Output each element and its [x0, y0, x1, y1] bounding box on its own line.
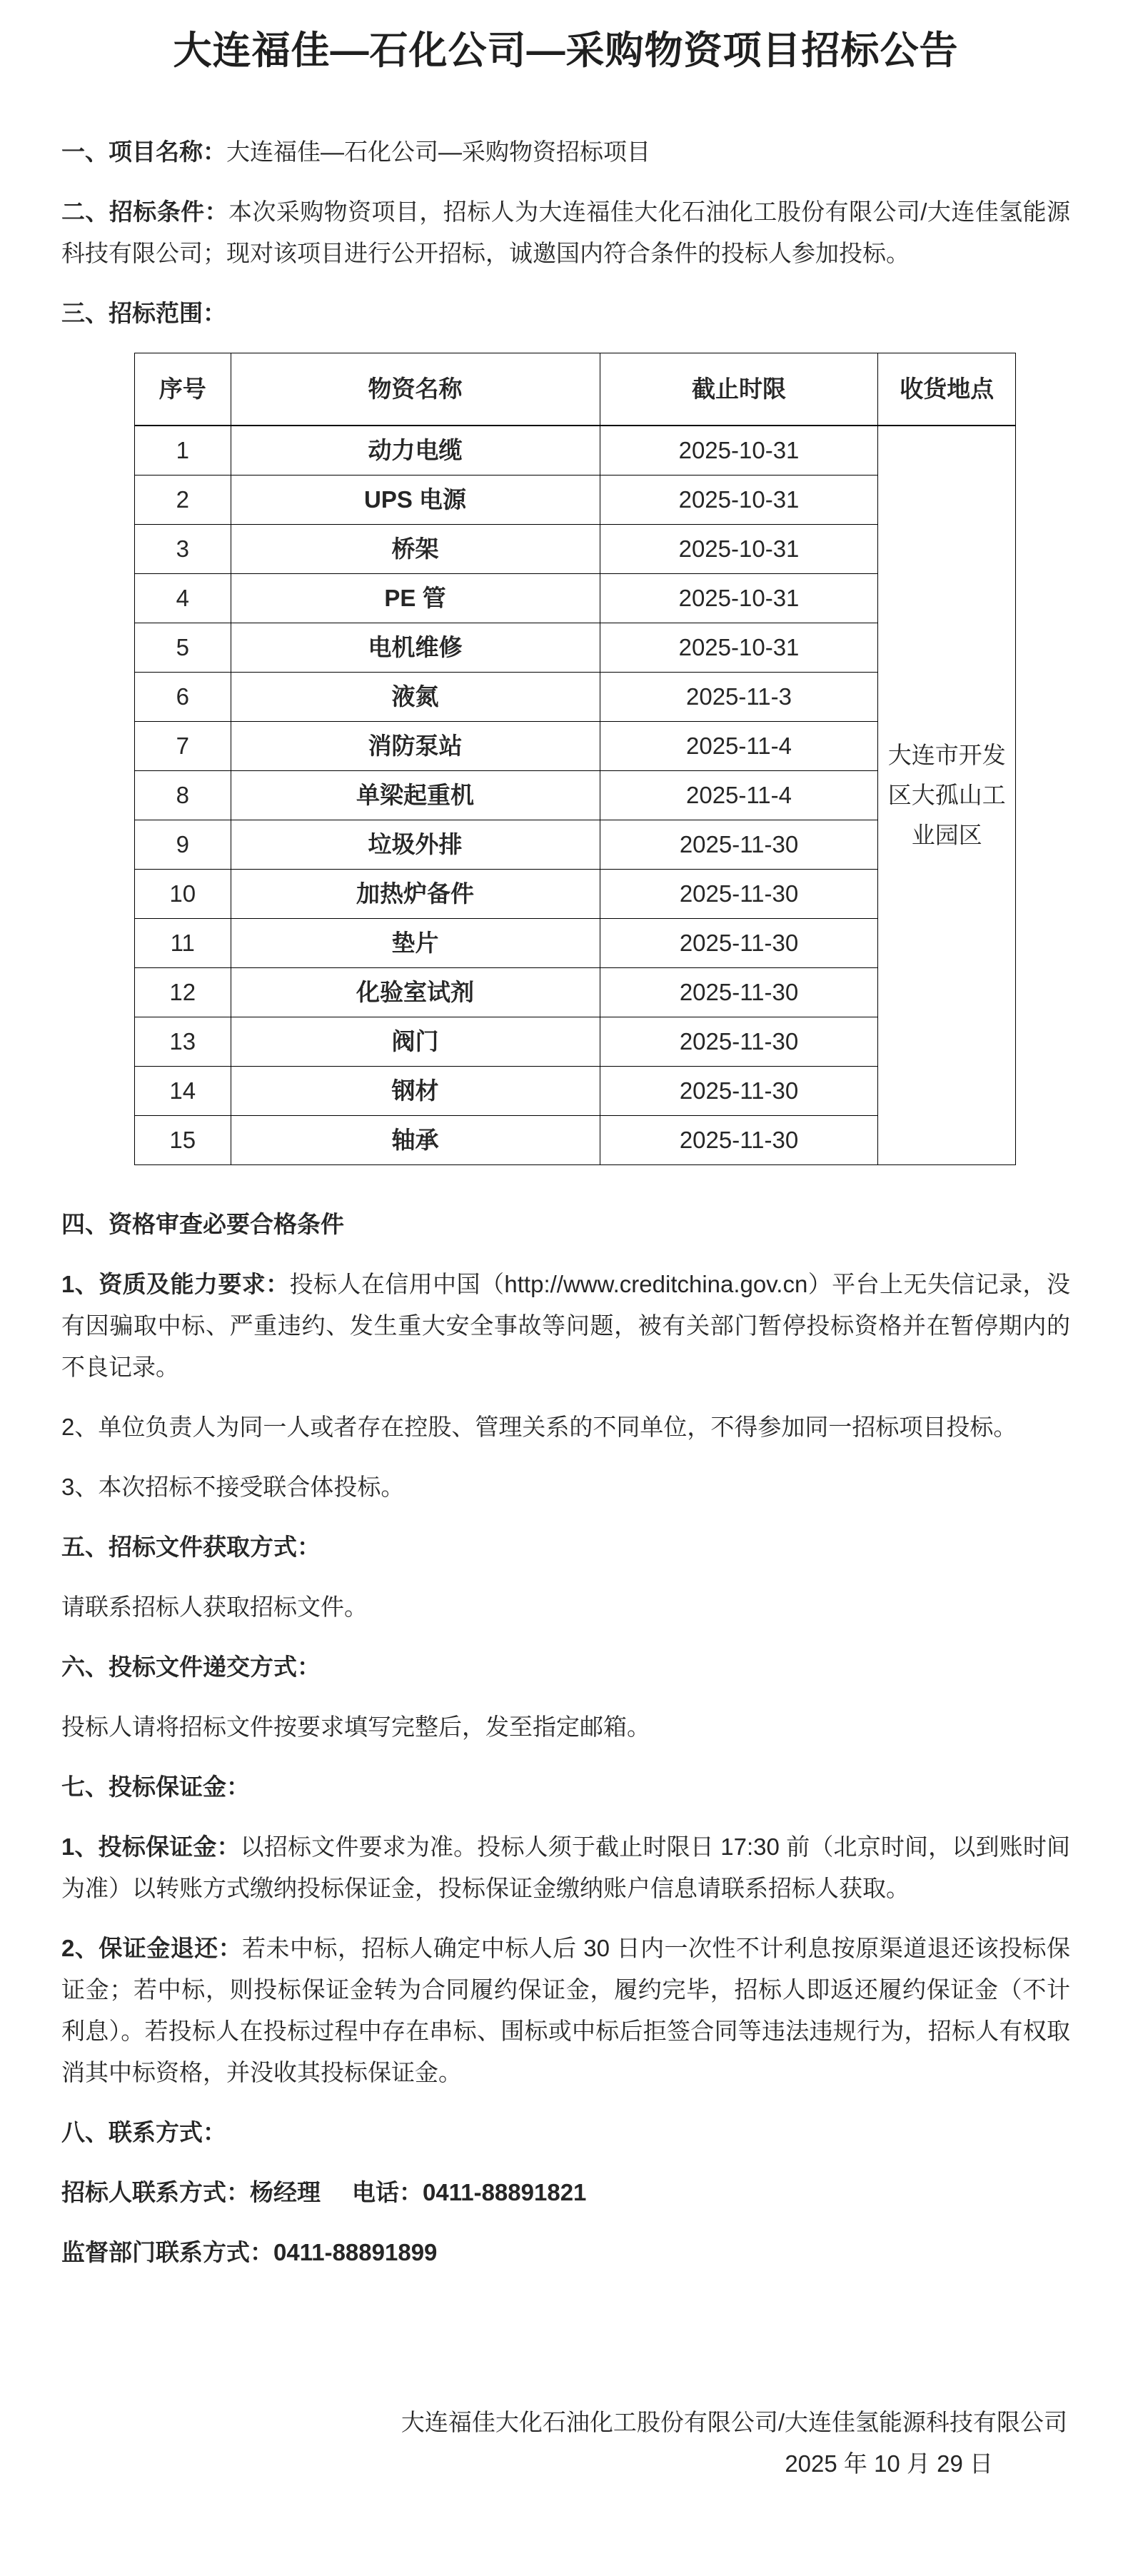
deadline-cell: 2025-10-31	[600, 623, 878, 673]
section-7-item-1-text: 以招标文件要求为准。投标人须于截止时限日 17:30 前（北京时间，以到账时间为准）以转账方式缴纳投标保证金，投标保证金缴纳账户信息请联系招标人获取。	[61, 1833, 1070, 1902]
deadline-cell: 2025-11-30	[600, 1116, 878, 1165]
section-4-item-3: 3、本次招标不接受联合体投标。	[61, 1474, 405, 1501]
section-4-item-1	[61, 1264, 1070, 1388]
deadline-cell: 2025-11-3	[600, 673, 878, 722]
table-header-row	[135, 353, 1016, 426]
row-index-cell: 14	[135, 1067, 231, 1116]
section-4-item-1-label: 1、资质及能力要求：	[61, 1271, 290, 1298]
section-2-tender-conditions	[61, 191, 1070, 274]
row-index-cell: 12	[135, 968, 231, 1017]
row-index-cell: 15	[135, 1116, 231, 1165]
material-name-cell: 液氮	[231, 673, 600, 722]
tender-scope-table	[134, 353, 1016, 1165]
deadline-cell: 2025-10-31	[600, 525, 878, 574]
section-7-heading: 七、投标保证金：	[61, 1773, 250, 1801]
section-1-text: 大连福佳—石化公司—采购物资招标项目	[226, 139, 650, 166]
material-name-cell: 垫片	[231, 919, 600, 968]
material-name-cell: 轴承	[231, 1116, 600, 1165]
material-name-cell: 桥架	[231, 525, 600, 574]
row-index-cell: 3	[135, 525, 231, 574]
section-7-item-2-label: 2、保证金退还：	[61, 1935, 243, 1962]
material-name-cell: 加热炉备件	[231, 870, 600, 919]
header-row-index: 序号	[135, 353, 231, 426]
section-5-text: 请联系招标人获取招标文件。	[61, 1594, 368, 1621]
material-name-cell: 消防泵站	[231, 722, 600, 771]
section-2-text: 本次采购物资项目，招标人为大连福佳大化石油化工股份有限公司/大连佳氢能源科技有限公司；现对该项目进行公开招标，诚邀国内符合条件的投标人参加投标。	[61, 198, 1071, 267]
deadline-cell: 2025-11-30	[600, 1017, 878, 1067]
deadline-cell: 2025-11-30	[600, 968, 878, 1017]
footer-company: 大连福佳大化石油化工股份有限公司/大连佳氢能源科技有限公司	[401, 2409, 1067, 2436]
material-name-cell: 阀门	[231, 1017, 600, 1067]
material-name-cell: UPS 电源	[231, 476, 600, 525]
header-delivery-location: 收货地点	[878, 353, 1016, 426]
deadline-cell: 2025-11-4	[600, 771, 878, 820]
section-7-item-1	[61, 1826, 1070, 1909]
section-4-item-1-text: 投标人在信用中国（http://www.creditchina.gov.cn）平台上无失信记录，没有因骗取中标、严重违约、发生重大安全事故等问题，被有关部门暂停投标资格并在暂停期内的不良记录。	[61, 1271, 1070, 1381]
material-name-cell: 垃圾外排	[231, 820, 600, 870]
tender-table-body	[135, 426, 1016, 1165]
material-name-cell: 动力电缆	[231, 426, 600, 476]
bidder-contact-line	[61, 2172, 1070, 2213]
section-1-project-name	[61, 131, 1070, 173]
section-7-item-2-text: 若未中标，招标人确定中标人后 30 日内一次性不计利息按原渠道退还该投标保证金；若中标，则投标保证金转为合同履约保证金，履约完毕，招标人即返还履约保证金（不计利息）。若投标人在投标过程中存在串标、围标或中标后拒签合同等违法违规行为，招标人有权取消其中标资格，并没收其投标保证金。	[61, 1935, 1070, 2086]
row-index-cell: 9	[135, 820, 231, 870]
row-index-cell: 8	[135, 771, 231, 820]
section-7-item-2	[61, 1928, 1070, 2093]
deadline-cell: 2025-10-31	[600, 574, 878, 623]
page-title: 大连福佳—石化公司—采购物资项目招标公告	[173, 29, 959, 72]
header-material-name: 物资名称	[231, 353, 600, 426]
section-5-heading: 五、招标文件获取方式：	[61, 1534, 321, 1561]
header-deadline: 截止时限	[600, 353, 878, 426]
row-index-cell: 2	[135, 476, 231, 525]
bidder-contact-phone: 电话：0411-88891821	[352, 2179, 587, 2206]
material-name-cell: 钢材	[231, 1067, 600, 1116]
row-index-cell: 1	[135, 426, 231, 476]
section-4-heading: 四、资格审查必要合格条件	[61, 1211, 344, 1238]
section-7-item-1-label: 1、投标保证金：	[61, 1833, 241, 1861]
row-index-cell: 11	[135, 919, 231, 968]
supervisor-contact-line: 监督部门联系方式：0411-88891899	[61, 2239, 438, 2266]
section-6-heading: 六、投标文件递交方式：	[61, 1654, 321, 1681]
section-3-heading: 三、招标范围：	[61, 300, 226, 327]
material-name-cell: PE 管	[231, 574, 600, 623]
section-2-label: 二、招标条件：	[61, 198, 228, 226]
section-8-heading: 八、联系方式：	[61, 2119, 226, 2146]
deadline-cell: 2025-10-31	[600, 426, 878, 476]
table-row	[135, 426, 1016, 476]
row-index-cell: 7	[135, 722, 231, 771]
table-header	[135, 353, 1016, 426]
row-index-cell: 4	[135, 574, 231, 623]
deadline-cell: 2025-11-30	[600, 919, 878, 968]
deadline-cell: 2025-10-31	[600, 476, 878, 525]
section-6-text: 投标人请将招标文件按要求填写完整后，发至指定邮箱。	[61, 1714, 650, 1741]
material-name-cell: 化验室试剂	[231, 968, 600, 1017]
section-1-label: 一、项目名称：	[61, 139, 226, 166]
deadline-cell: 2025-11-30	[600, 1067, 878, 1116]
document-footer	[61, 2402, 1070, 2485]
row-index-cell: 5	[135, 623, 231, 673]
row-index-cell: 13	[135, 1017, 231, 1067]
deadline-cell: 2025-11-30	[600, 820, 878, 870]
deadline-cell: 2025-11-4	[600, 722, 878, 771]
bidder-contact-name: 招标人联系方式：杨经理	[61, 2179, 321, 2206]
row-index-cell: 10	[135, 870, 231, 919]
delivery-location-cell: 大连市开发区大孤山工业园区	[878, 426, 1016, 1165]
material-name-cell: 电机维修	[231, 623, 600, 673]
deadline-cell: 2025-11-30	[600, 870, 878, 919]
row-index-cell: 6	[135, 673, 231, 722]
section-4-item-2: 2、单位负责人为同一人或者存在控股、管理关系的不同单位，不得参加同一招标项目投标。	[61, 1414, 1017, 1441]
footer-date: 2025 年 10 月 29 日	[785, 2450, 993, 2477]
material-name-cell: 单梁起重机	[231, 771, 600, 820]
